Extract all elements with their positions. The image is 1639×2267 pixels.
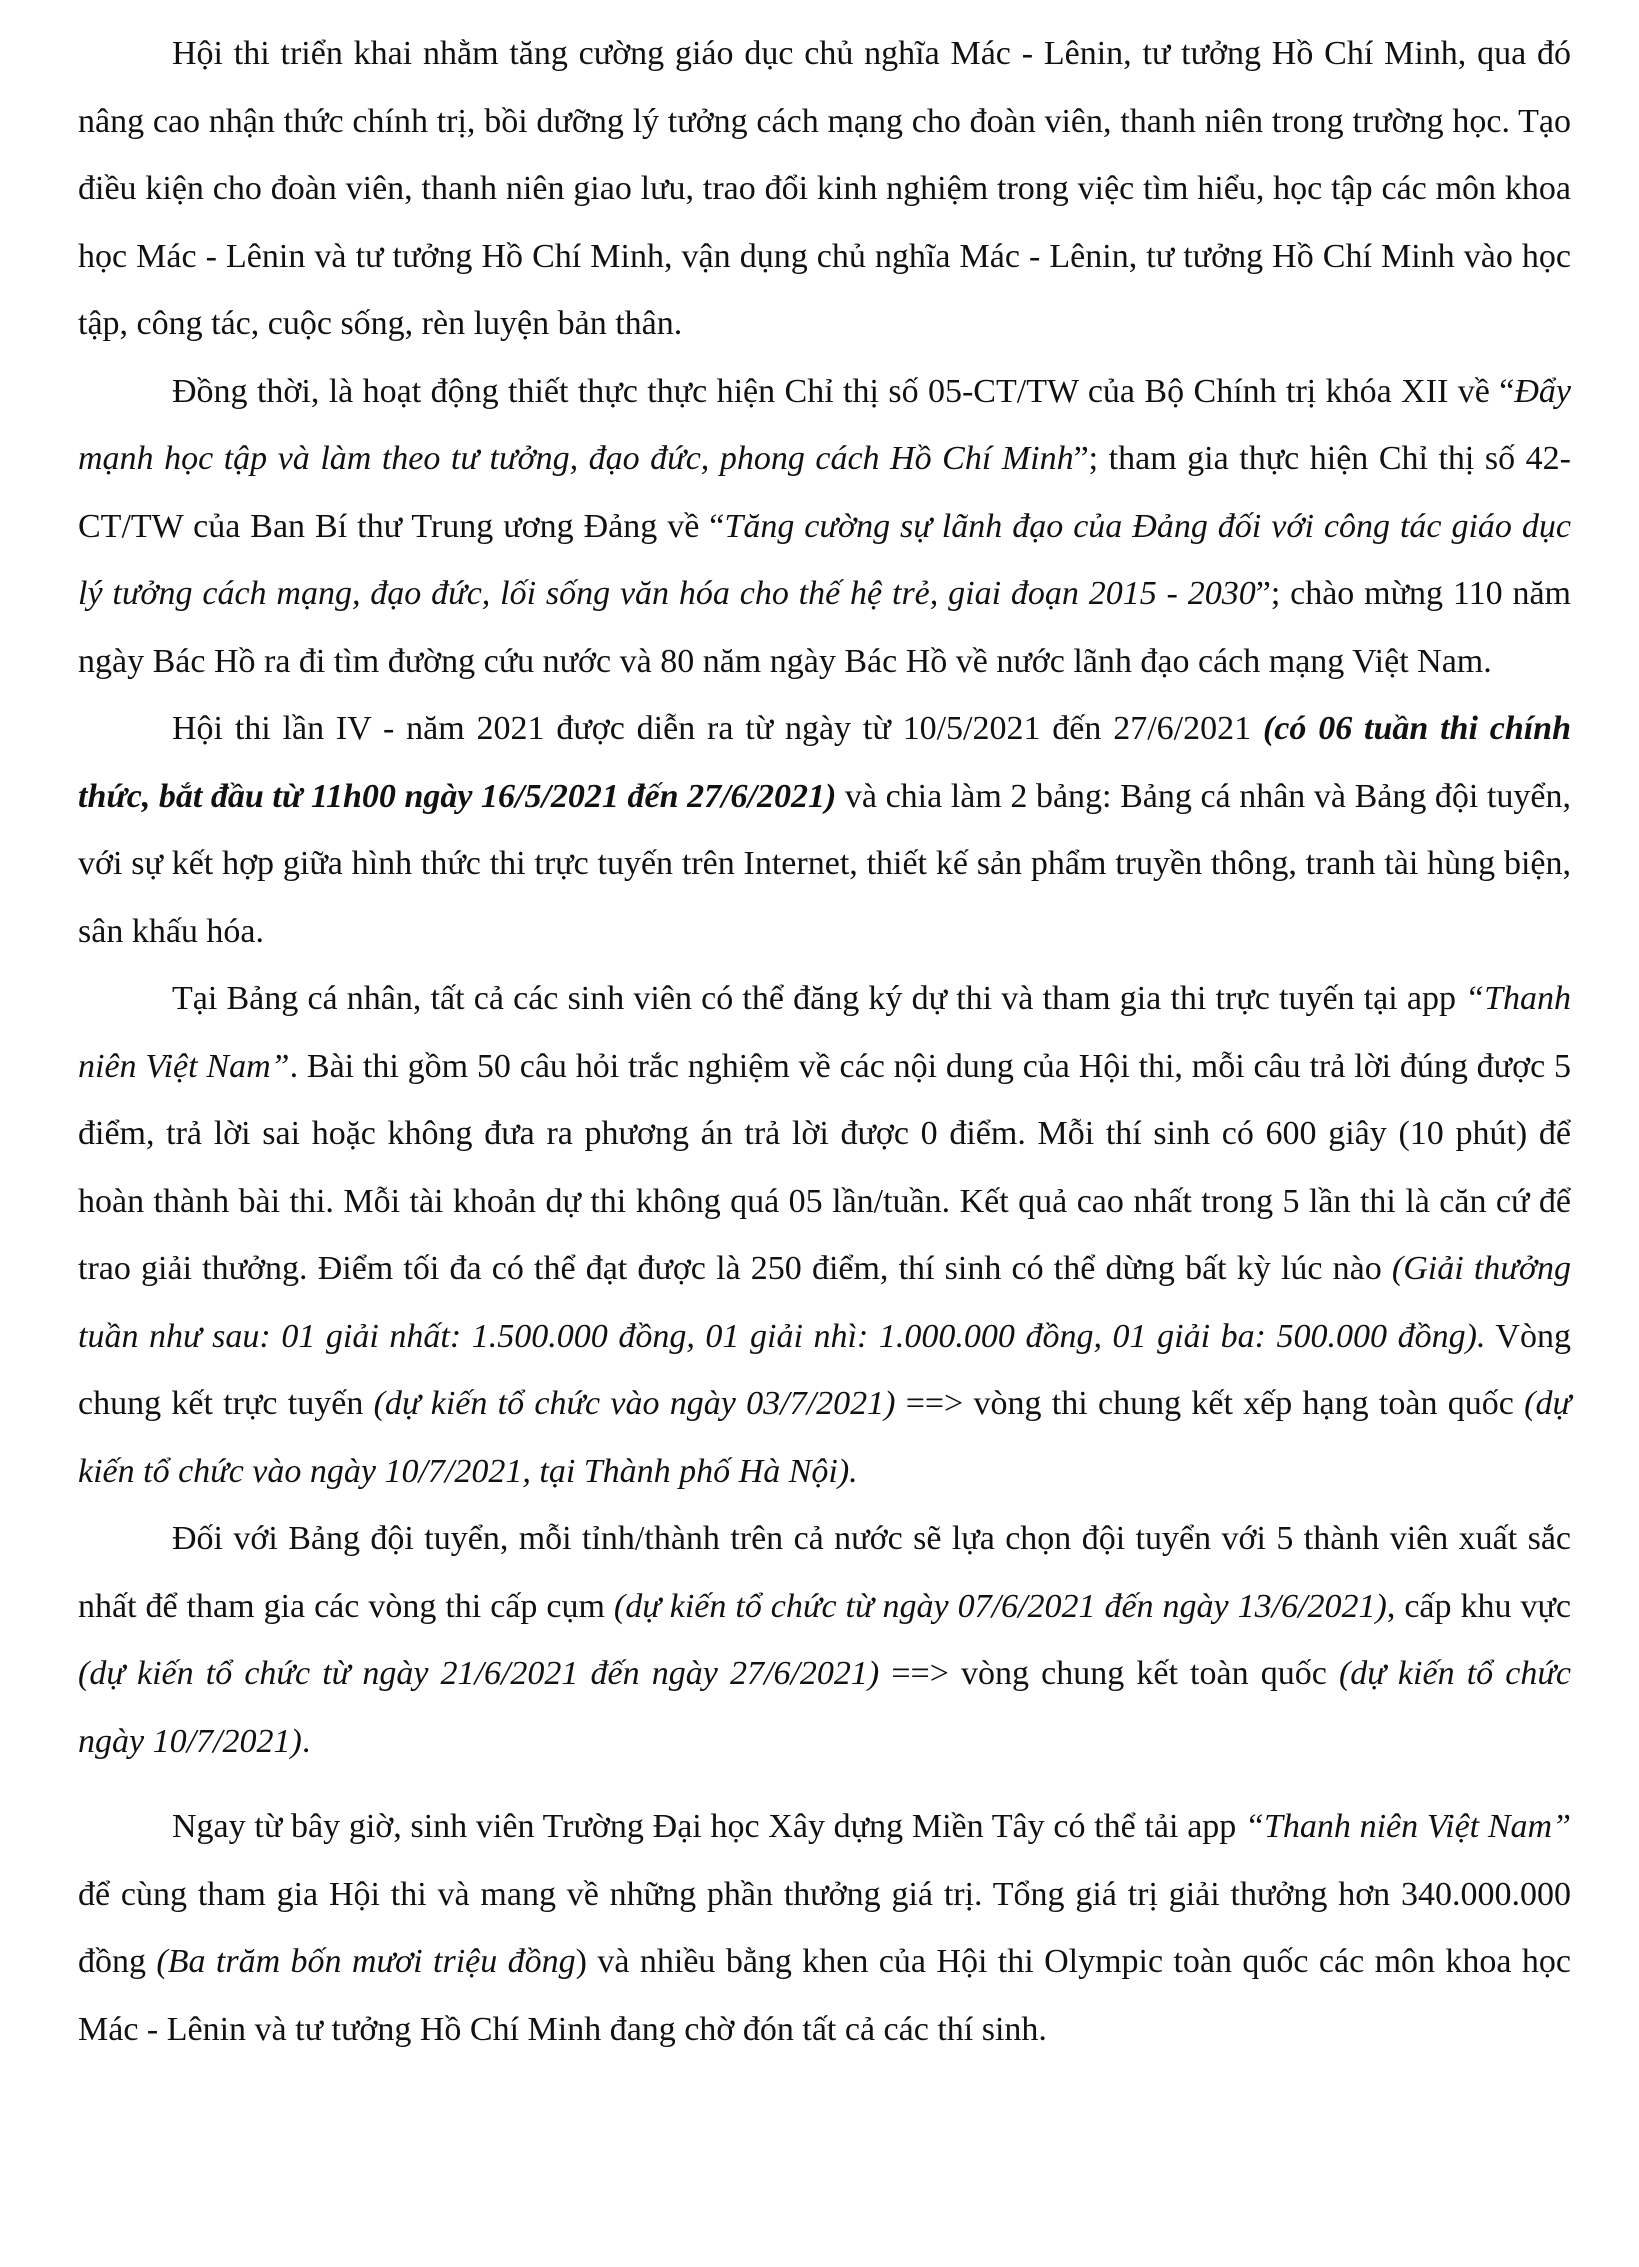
p4-italic-prizes: (Giải thưởng tuần như sau: 01 giải nhất: 1.500.000 đồng, 01 giải nhì: 1.000.000 đồng, 01 giải ba: 500.000 đồng).	[78, 1250, 1571, 1355]
p2-text-2: ”; tham gia thực hiện Chỉ thị số 42-CT/TW của Ban Bí thư Trung ương Đảng về “	[78, 440, 1571, 545]
p6-italic-app: “Thanh niên Việt Nam”	[1245, 1808, 1571, 1845]
paragraph-6-call-to-action	[78, 1793, 1571, 2063]
p4-text-3: Vòng chung kết trực tuyến	[78, 1317, 1571, 1422]
p2-text-3: ”; chào mừng 110 năm ngày Bác Hồ ra đi tìm đường cứu nước và 80 năm ngày Bác Hồ về nước lãnh đạo cách mạng Việt Nam.	[78, 575, 1571, 680]
p4-italic-national-final: (dự kiến tổ chức vào ngày 10/7/2021, tại Thành phố Hà Nội).	[78, 1385, 1572, 1490]
p5-italic-final: (dự kiến tổ chức ngày 10/7/2021)	[78, 1655, 1571, 1760]
p5-text-3: ==> vòng chung kết toàn quốc	[879, 1655, 1339, 1692]
p6-italic-amount: (Ba trăm bốn mươi triệu đồng	[156, 1943, 576, 1980]
p4-italic-online-final: (dự kiến tổ chức vào ngày 03/7/2021)	[373, 1385, 896, 1422]
paragraph-3-schedule	[78, 695, 1571, 965]
p5-italic-cluster: (dự kiến tổ chức từ ngày 07/6/2021 đến ngày 13/6/2021)	[613, 1587, 1387, 1625]
paragraph-1-purpose	[78, 20, 1571, 358]
p5-italic-region: (dự kiến tổ chức từ ngày 21/6/2021 đến ngày 27/6/2021)	[78, 1655, 880, 1692]
p5-text-1: Đối với Bảng đội tuyển, mỗi tỉnh/thành trên cả nước sẽ lựa chọn đội tuyển với 5 thành viên xuất sắc nhất để tham gia các vòng thi cấp cụm	[78, 1520, 1571, 1625]
p4-text-2: . Bài thi gồm 50 câu hỏi trắc nghiệm về các nội dung của Hội thi, mỗi câu trả lời đúng được 5 điểm, trả lời sai hoặc không đưa ra phương án trả lời được 0 điểm. Mỗi thí sinh có 600 giây (10 phút) để hoàn thành bài thi. Mỗi tài khoản dự thi không quá 05 lần/tuần. Kết quả cao nhất trong 5 lần thi là căn cứ để trao giải thưởng. Điểm tối đa có thể đạt được là 250 điểm, thí sinh có thể dừng bất kỳ lúc nào	[78, 1047, 1571, 1287]
paragraph-5-team	[78, 1505, 1571, 1775]
p5-text-2: , cấp khu vực	[1386, 1587, 1571, 1625]
p6-text-2: để cùng tham gia Hội thi và mang về những phần thưởng giá trị. Tổng giá trị giải thưởng hơn 340.000.000 đồng	[78, 1875, 1571, 1980]
p4-text-4: ==> vòng thi chung kết xếp hạng toàn quốc	[895, 1385, 1525, 1422]
p6-text-1: Ngay từ bây giờ, sinh viên Trường Đại học Xây dựng Miền Tây có thể tải app	[172, 1808, 1246, 1845]
p2-italic-2: Tăng cường sự lãnh đạo của Đảng đối với công tác giáo dục lý tưởng cách mạng, đạo đức, lối sống văn hóa cho thế hệ trẻ, giai đoạn 2015 - 2030	[78, 507, 1571, 612]
p4-text-1: Tại Bảng cá nhân, tất cả các sinh viên có thể đăng ký dự thi và tham gia thi trực tuyến tại app	[172, 980, 1466, 1017]
p4-italic-app: “Thanh niên Việt Nam”	[78, 980, 1571, 1085]
p2-text-1: Đồng thời, là hoạt động thiết thực thực hiện Chỉ thị số 05-CT/TW của Bộ Chính trị khóa XII về “	[172, 372, 1515, 410]
p3-bold-italic: (có 06 tuần thi chính thức, bắt đầu từ 11h00 ngày 16/5/2021 đến 27/6/2021)	[78, 710, 1572, 815]
p5-text-4: .	[301, 1722, 311, 1760]
p3-text-1: Hội thi lần IV - năm 2021 được diễn ra từ ngày từ 10/5/2021 đến 27/6/2021	[172, 710, 1263, 747]
paragraph-4-individual	[78, 965, 1571, 1505]
p6-text-3: ) và nhiều bằng khen của Hội thi Olympic toàn quốc các môn khoa học Mác - Lênin và tư tưởng Hồ Chí Minh đang chờ đón tất cả các thí sinh.	[78, 1943, 1572, 2048]
paragraph-2-directives	[78, 358, 1571, 696]
p2-italic-1: Đẩy mạnh học tập và làm theo tư tưởng, đạo đức, phong cách Hồ Chí Minh	[78, 372, 1571, 477]
p1-text: Hội thi triển khai nhằm tăng cường giáo dục chủ nghĩa Mác - Lênin, tư tưởng Hồ Chí Minh, qua đó nâng cao nhận thức chính trị, bồi dưỡng lý tưởng cách mạng cho đoàn viên, thanh niên trong trường học. Tạo điều kiện cho đoàn viên, thanh niên giao lưu, trao đổi kinh nghiệm trong việc tìm hiểu, học tập các môn khoa học Mác - Lênin và tư tưởng Hồ Chí Minh, vận dụng chủ nghĩa Mác - Lênin, tư tưởng Hồ Chí Minh vào học tập, công tác, cuộc sống, rèn luyện bản thân.	[78, 35, 1571, 342]
p3-text-2: và chia làm 2 bảng: Bảng cá nhân và Bảng đội tuyển, với sự kết hợp giữa hình thức thi trực tuyến trên Internet, thiết kế sản phẩm truyền thông, tranh tài hùng biện, sân khấu hóa.	[78, 777, 1571, 950]
